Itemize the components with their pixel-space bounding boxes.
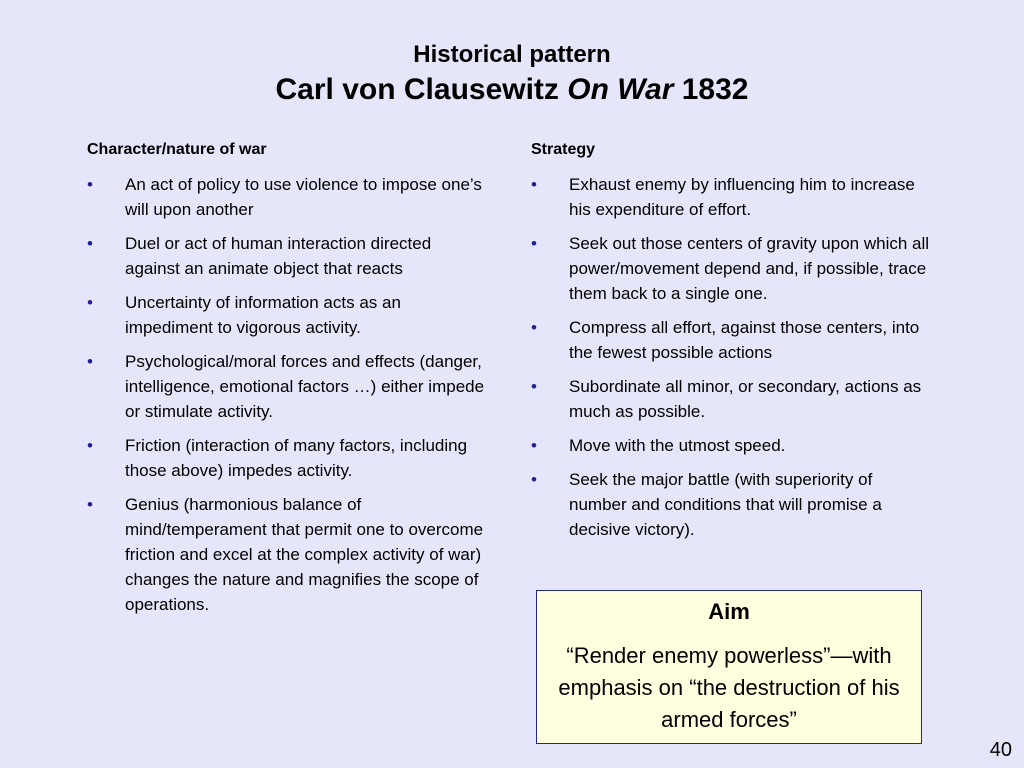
list-item	[87, 290, 487, 340]
right-column-heading: Strategy	[531, 141, 596, 158]
bullet-icon: •	[531, 318, 537, 337]
list-item-text: Compress all effort, against those centers, into the fewest possible actions	[569, 318, 920, 362]
aim-title: Aim	[708, 599, 750, 624]
list-item-text: An act of policy to use violence to impose one’s will upon another	[125, 175, 482, 219]
left-column	[87, 138, 487, 626]
aim-callout-box	[536, 590, 922, 744]
list-item-text: Friction (interaction of many factors, including those above) impedes activity.	[125, 436, 468, 480]
title-line-2	[0, 70, 1024, 110]
list-item-text: Psychological/moral forces and effects (danger, intelligence, emotional factors …) either impede or stimulate activity.	[125, 352, 485, 421]
bullet-icon: •	[87, 293, 93, 312]
right-column	[531, 138, 931, 551]
slide-title	[0, 40, 1024, 110]
list-item-text: Seek out those centers of gravity upon which all power/movement depend and, if possible, trace them back to a single one.	[569, 234, 930, 303]
bullet-icon: •	[531, 234, 537, 253]
title-year: 1832	[673, 73, 749, 106]
list-item-text: Uncertainty of information acts as an impediment to vigorous activity.	[125, 293, 401, 337]
page-number: 40	[989, 739, 1012, 761]
list-item	[531, 315, 931, 365]
list-item	[87, 433, 487, 483]
bullet-icon: •	[531, 377, 537, 396]
bullet-icon: •	[87, 436, 93, 455]
bullet-icon: •	[87, 234, 93, 253]
title-line-1: Historical pattern	[413, 41, 611, 68]
list-item	[531, 231, 931, 306]
list-item-text: Genius (harmonious balance of mind/temperament that permit one to overcome friction and excel at the complex activity of war) changes the nature and magnifies the scope of operations.	[125, 495, 484, 614]
list-item-text: Subordinate all minor, or secondary, actions as much as possible.	[569, 377, 922, 421]
right-bullet-list	[531, 172, 931, 542]
list-item-text: Exhaust enemy by influencing him to increase his expenditure of effort.	[569, 175, 915, 219]
list-item	[531, 467, 931, 542]
list-item-text: Seek the major battle (with superiority of number and conditions that will promise a decisive victory).	[569, 470, 882, 539]
list-item	[531, 433, 931, 458]
list-item	[87, 172, 487, 222]
left-column-heading: Character/nature of war	[87, 141, 267, 158]
bullet-icon: •	[531, 175, 537, 194]
list-item-text: Move with the utmost speed.	[569, 436, 786, 455]
list-item	[87, 492, 487, 617]
bullet-icon: •	[87, 352, 93, 371]
bullet-icon: •	[531, 470, 537, 489]
list-item	[87, 349, 487, 424]
list-item	[87, 231, 487, 281]
title-author: Carl von Clausewitz	[275, 73, 568, 106]
bullet-icon: •	[87, 495, 93, 514]
bullet-icon: •	[531, 436, 537, 455]
aim-text: “Render enemy powerless”—with emphasis on “the destruction of his armed forces”	[558, 643, 900, 732]
bullet-icon: •	[87, 175, 93, 194]
left-bullet-list	[87, 172, 487, 617]
list-item-text: Duel or act of human interaction directed against an animate object that reacts	[125, 234, 432, 278]
list-item	[531, 374, 931, 424]
title-work: On War	[567, 73, 674, 106]
list-item	[531, 172, 931, 222]
